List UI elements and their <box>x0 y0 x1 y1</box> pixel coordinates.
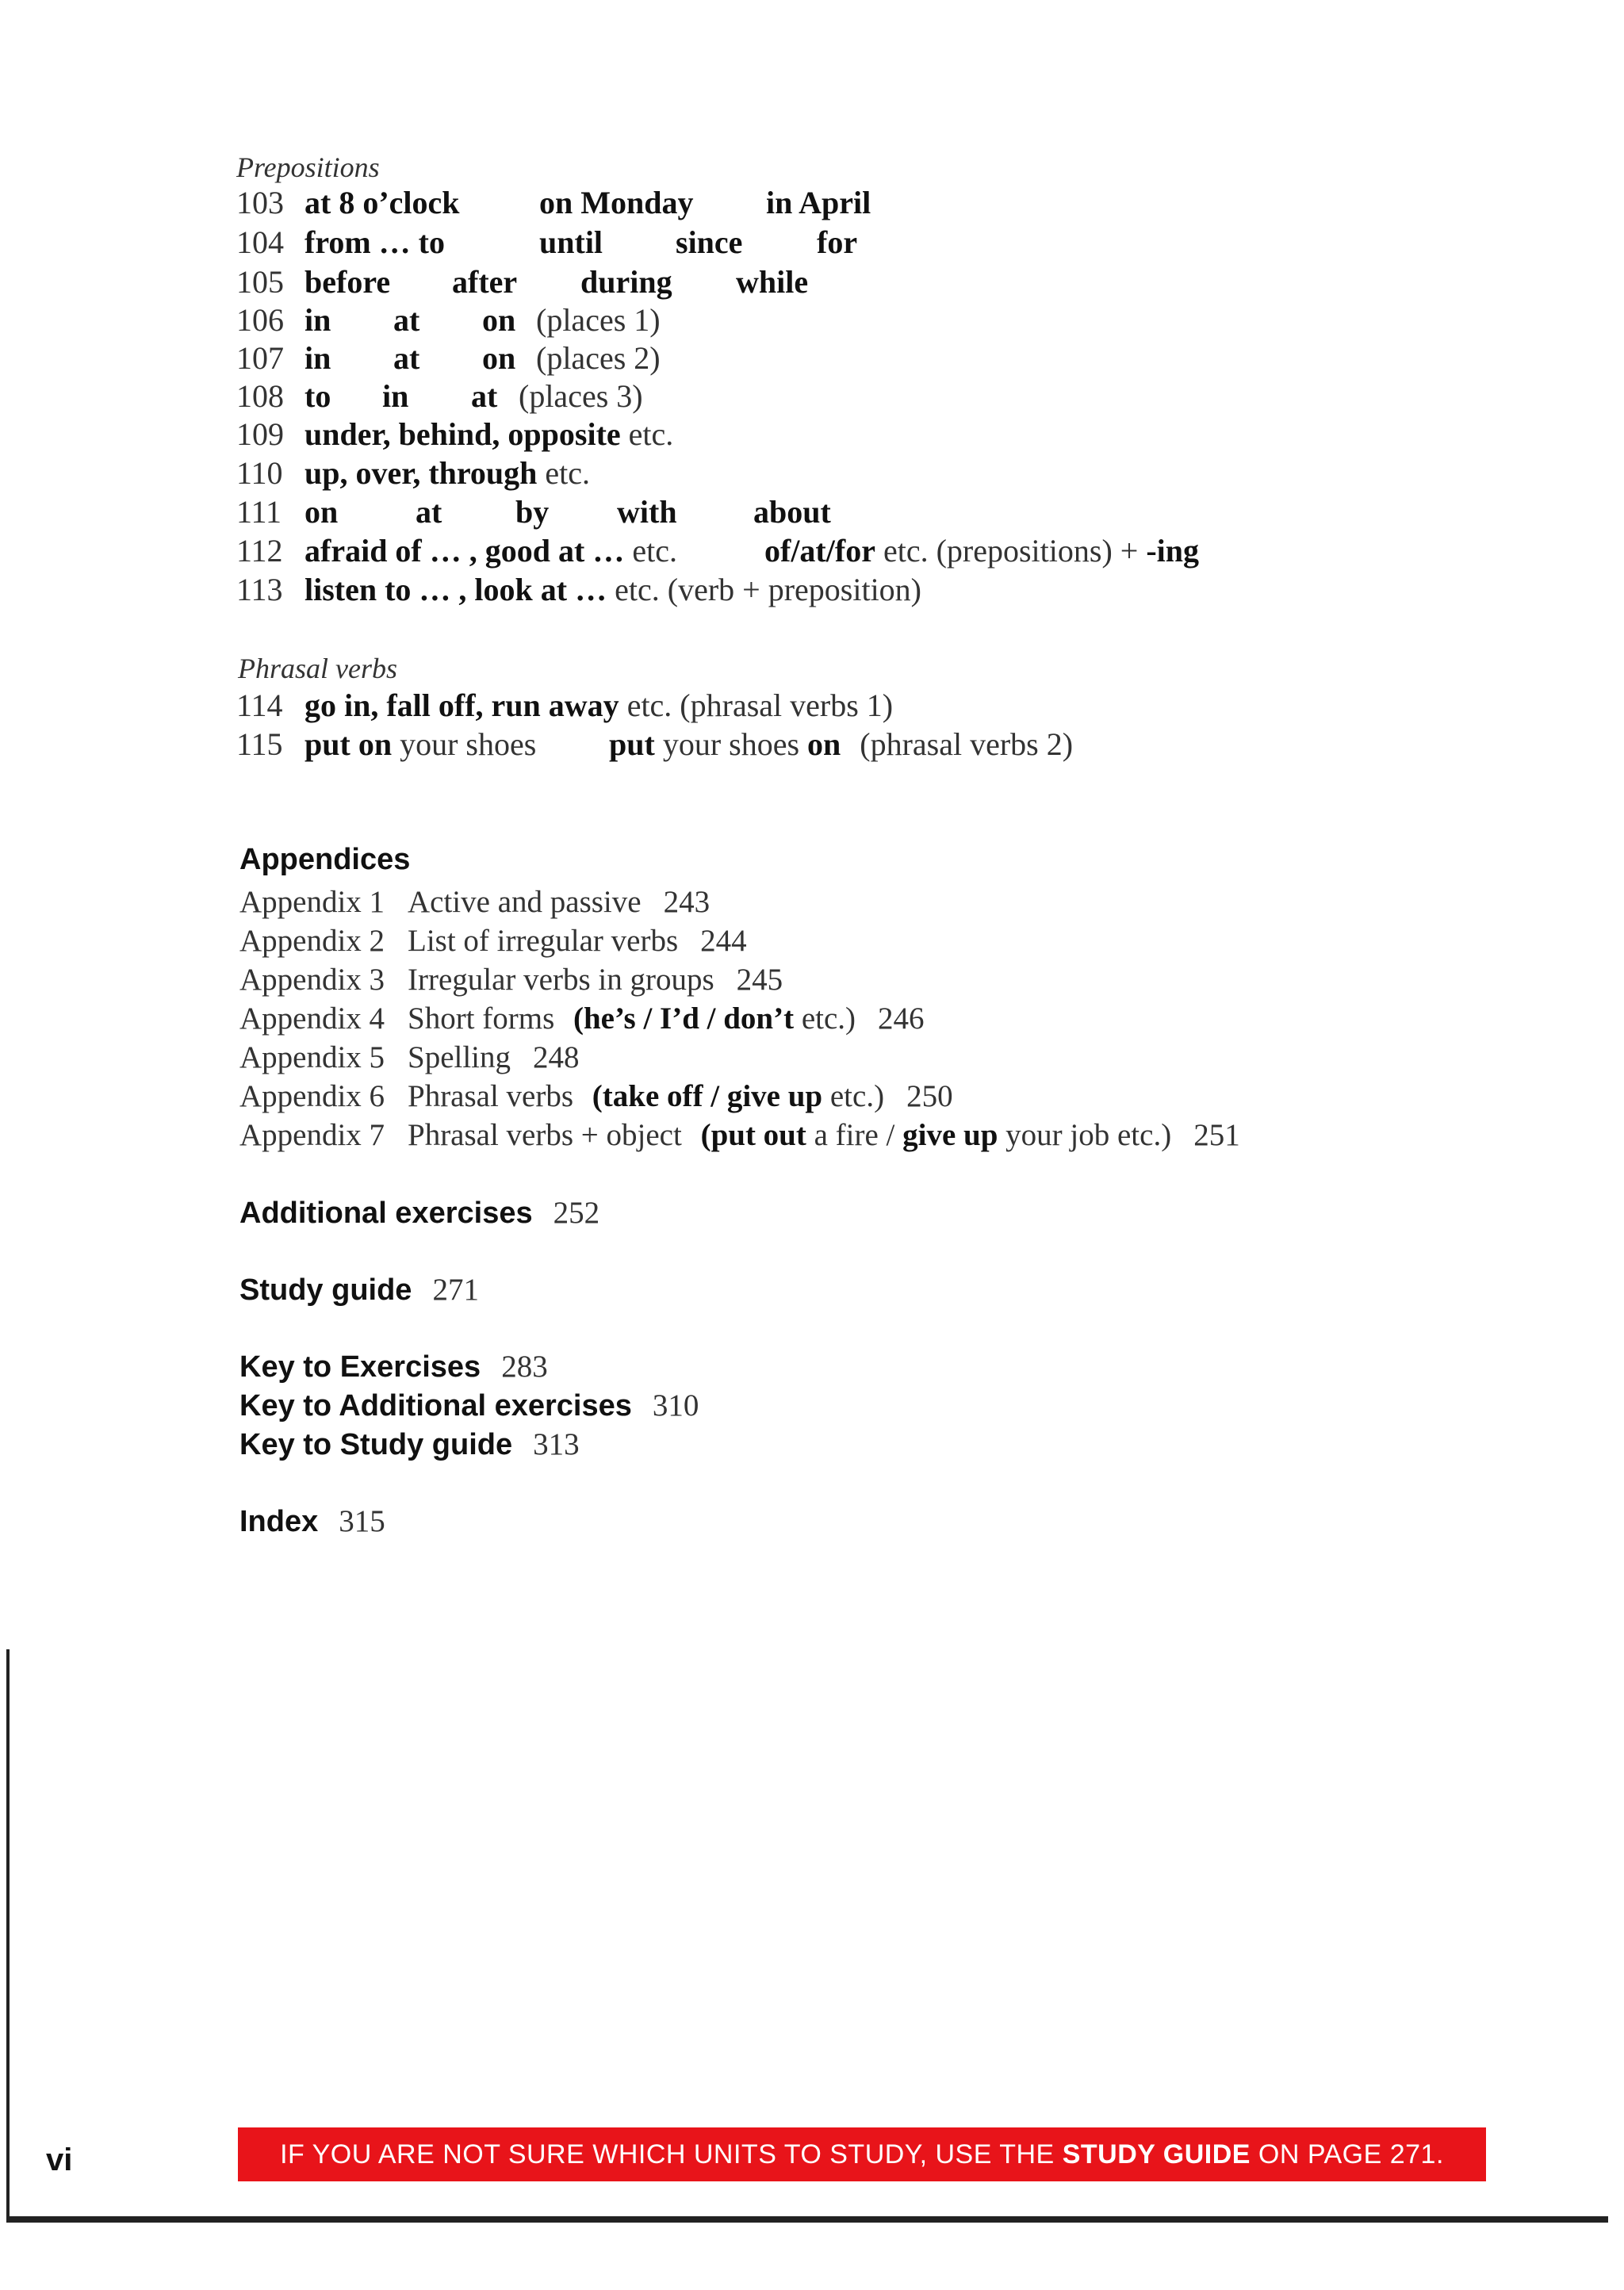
bottom-rule <box>6 2216 1608 2223</box>
appendix-7: Appendix 7 Phrasal verbs + object (put out a fire / give up your job etc.) 251 <box>239 1118 1240 1152</box>
unit-row-113: 113 listen to … , look at … etc. (verb + preposition) <box>236 572 921 607</box>
unit-row-105: 105 before after during while <box>236 264 809 300</box>
unit-row-114: 114 go in, fall off, run away etc. (phrasal verbs 1) <box>236 687 894 723</box>
unit-row-108: 108 to in at (places 3) <box>236 378 643 414</box>
unit-row-112: 112 afraid of … , good at … etc. of/at/for etc. (prepositions) + -ing <box>236 533 1200 569</box>
unit-row-109: 109 under, behind, opposite etc. <box>236 416 674 452</box>
appendix-2: Appendix 2 List of irregular verbs 244 <box>239 924 747 958</box>
appendix-5: Appendix 5 Spelling 248 <box>239 1040 580 1074</box>
unit-row-107: 107 in at on (places 2) <box>236 340 661 376</box>
appendix-3: Appendix 3 Irregular verbs in groups 245 <box>239 963 783 997</box>
section-key-to-study-guide: Key to Study guide 313 <box>239 1427 580 1461</box>
appendix-1: Appendix 1 Active and passive 243 <box>239 885 710 919</box>
section-key-to-additional-exercises: Key to Additional exercises 310 <box>239 1388 699 1423</box>
left-margin-rule <box>6 1649 10 2220</box>
unit-row-111: 111 on at by with about <box>236 494 831 530</box>
section-key-to-exercises: Key to Exercises 283 <box>239 1350 548 1384</box>
unit-row-110: 110 up, over, through etc. <box>236 455 591 491</box>
prepositions-heading: Prepositions <box>236 151 380 183</box>
page-number: vi <box>46 2143 73 2177</box>
section-study-guide: Study guide 271 <box>239 1273 479 1307</box>
study-guide-banner: IF YOU ARE NOT SURE WHICH UNITS TO STUDY, USE THE STUDY GUIDE ON PAGE 271. <box>238 2127 1486 2181</box>
unit-row-115: 115 put on your shoes put your shoes on (phrasal verbs 2) <box>236 726 1074 762</box>
appendices-heading: Appendices <box>239 843 411 876</box>
unit-row-103: 103 at 8 o’clock on Monday in April <box>236 185 871 220</box>
section-additional-exercises: Additional exercises 252 <box>239 1196 600 1230</box>
appendix-6: Appendix 6 Phrasal verbs (take off / give up etc.) 250 <box>239 1079 953 1113</box>
phrasal-verbs-heading: Phrasal verbs <box>238 653 397 684</box>
appendix-4: Appendix 4 Short forms (he’s / I’d / don’t etc.) 246 <box>239 1001 925 1036</box>
unit-row-104: 104 from … to until since for <box>236 224 858 260</box>
unit-row-106: 106 in at on (places 1) <box>236 302 661 338</box>
section-index: Index 315 <box>239 1504 385 1538</box>
